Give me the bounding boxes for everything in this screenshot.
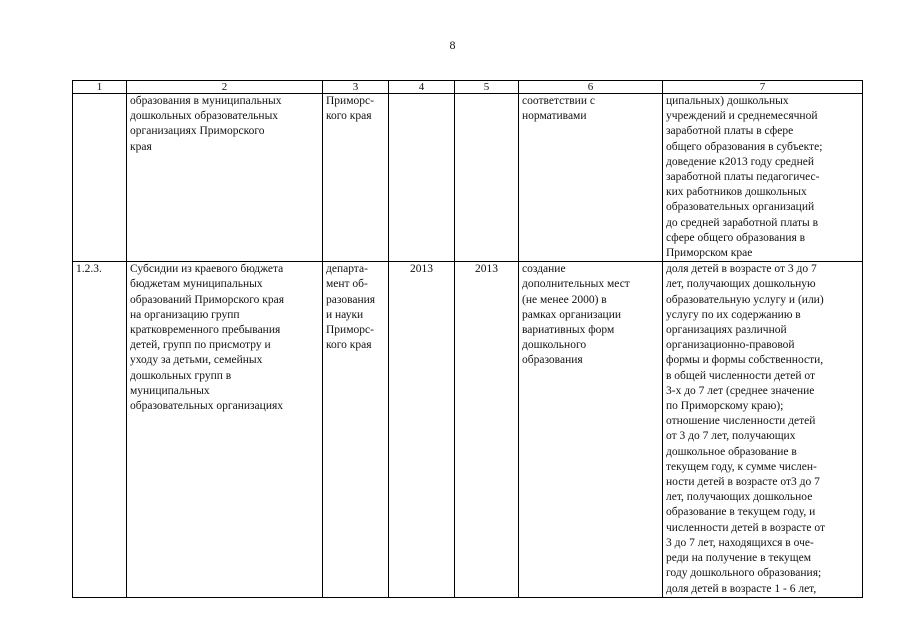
measure-name-cell: образования в муниципальных дошкольных образовательных организациях Приморского края — [127, 94, 323, 262]
executor-cell: Приморс- кого края — [323, 94, 389, 262]
end-year-cell — [455, 94, 519, 262]
page-number: 8 — [449, 38, 456, 52]
expected-result-cell: соответствии с нормативами — [519, 94, 663, 262]
start-year-cell — [389, 94, 455, 262]
measure-name-cell: Субсидии из краевого бюджета бюджетам муниципальных образований Приморского края на организацию групп кратковременного пребывания детей, групп по присмотру и уходу за детьми, семейных дошкольных групп в муниципальных образовательных организациях — [127, 262, 323, 597]
column-header: 4 — [389, 81, 455, 94]
item-number-cell: 1.2.3. — [73, 262, 127, 597]
executor-cell: департа- мент об- разования и науки Приморс- кого края — [323, 262, 389, 597]
item-number-cell — [73, 94, 127, 262]
table-row — [73, 94, 863, 262]
column-header: 1 — [73, 81, 127, 94]
column-header: 5 — [455, 81, 519, 94]
column-header: 6 — [519, 81, 663, 94]
indicator-cell: ципальных) дошкольных учреждений и среднемесячной заработной платы в сфере общего образования в субъекте; доведение к2013 году средней заработной платы педагогичес- ких работников дошкольных образовательных организаций до средней заработной платы в сфере общего образования в Приморском крае — [663, 94, 863, 262]
table-row — [73, 262, 863, 597]
column-header: 2 — [127, 81, 323, 94]
column-header: 3 — [323, 81, 389, 94]
indicator-cell: доля детей в возрасте от 3 до 7 лет, получающих дошкольную образовательную услугу и (или) услугу по их содержанию в организациях различной организационно-правовой формы и формы собственности, в общей численности детей от 3-х до 7 лет (среднее значение по Приморскому краю); отношение численности детей от 3 до 7 лет, получающих дошкольное образование в текущем году, к сумме числен- ности детей в возрасте от3 до 7 лет, получающих дошкольное образование в текущем году, и численности детей в возрасте от 3 до 7 лет, находящихся в оче- реди на получение в текущем году дошкольного образования; доля детей в возрасте 1 - 6 лет, — [663, 262, 863, 597]
expected-result-cell: создание дополнительных мест (не менее 2000) в рамках организации вариативных форм дошкольного образования — [519, 262, 663, 597]
program-table — [72, 80, 863, 598]
column-header: 7 — [663, 81, 863, 94]
column-number-row — [73, 81, 863, 94]
end-year-cell: 2013 — [455, 262, 519, 597]
start-year-cell: 2013 — [389, 262, 455, 597]
